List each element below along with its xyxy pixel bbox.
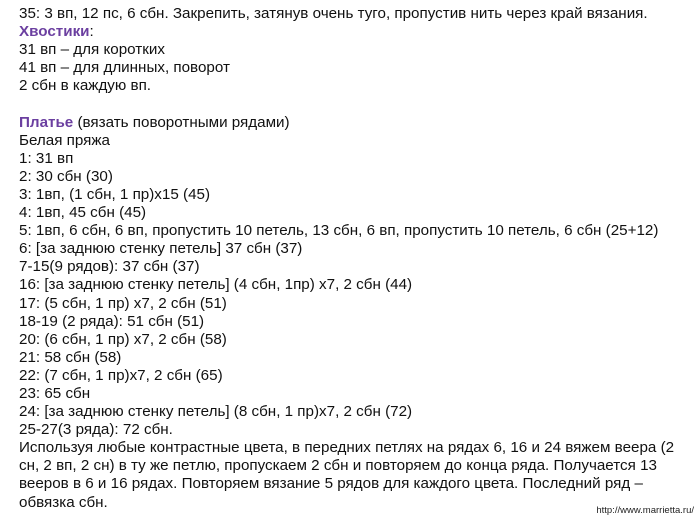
dress-row: 25-27(3 ряда): 72 сбн.: [19, 421, 173, 439]
dress-row: 2: 30 сбн (30): [19, 167, 113, 185]
dress-row: 6: [за заднюю стенку петель] 37 сбн (37): [19, 240, 303, 258]
dress-row: 17: (5 сбн, 1 пр) x7, 2 сбн (51): [19, 294, 227, 312]
document-body: [19, 5, 695, 512]
dress-row: 21: 58 сбн (58): [19, 348, 122, 366]
tails-line: 2 сбн в каждую вп.: [19, 77, 152, 95]
dress-heading-suffix: (вязать поворотными рядами): [73, 113, 290, 131]
dress-yarn: Белая пряжа: [19, 131, 110, 149]
dress-row: 20: (6 сбн, 1 пр) x7, 2 сбн (58): [19, 330, 227, 348]
tails-line: 41 вп – для длинных, поворот: [19, 59, 230, 77]
dress-heading-line: [19, 114, 695, 132]
dress-row: 22: (7 сбн, 1 пр)x7, 2 сбн (65): [19, 366, 223, 384]
tails-heading-suffix: :: [89, 23, 94, 41]
closing-paragraph: Используя любые контрастные цвета, в передних петлях на рядах 6, 16 и 24 вяжем веера (2 сн, 2 вп, 2 сн) в ту же петлю, пропускаем 2 сбн и повторяем до конца ряда. Получается 13 вееров в 6 и 16 рядах. Повторяем вязание 5 рядов для каждого цвета. Последний ряд – обвязка сбн.: [19, 439, 675, 511]
tails-heading: Хвостики: [19, 23, 90, 41]
dress-row: 18-19 (2 ряда): 51 сбн (51): [19, 312, 205, 330]
watermark-url: http://www.marrietta.ru/: [596, 505, 694, 516]
dress-row: 1: 31 вп: [19, 149, 74, 167]
tails-heading-line: [19, 23, 695, 41]
dress-row: 24: [за заднюю стенку петель] (8 сбн, 1 пр)x7, 2 сбн (72): [19, 403, 413, 421]
dress-row: 16: [за заднюю стенку петель] (4 сбн, 1пр) x7, 2 сбн (44): [19, 276, 413, 294]
blank-line: [19, 95, 695, 113]
dress-row: 23: 65 сбн: [19, 384, 91, 402]
tails-line: 31 вп – для коротких: [19, 41, 165, 59]
intro-line: 35: 3 вп, 12 пс, 6 сбн. Закрепить, затянув очень туго, пропустив нить через край вязания.: [19, 5, 648, 22]
dress-heading: Платье: [19, 113, 74, 131]
dress-row: 3: 1вп, (1 сбн, 1 пр)x15 (45): [19, 185, 211, 203]
dress-row: 7-15(9 рядов): 37 сбн (37): [19, 258, 200, 276]
dress-row: 4: 1вп, 45 сбн (45): [19, 204, 147, 222]
dress-row: 5: 1вп, 6 сбн, 6 вп, пропустить 10 петель, 13 сбн, 6 вп, пропустить 10 петель, 6 сбн (25+12): [19, 222, 659, 240]
